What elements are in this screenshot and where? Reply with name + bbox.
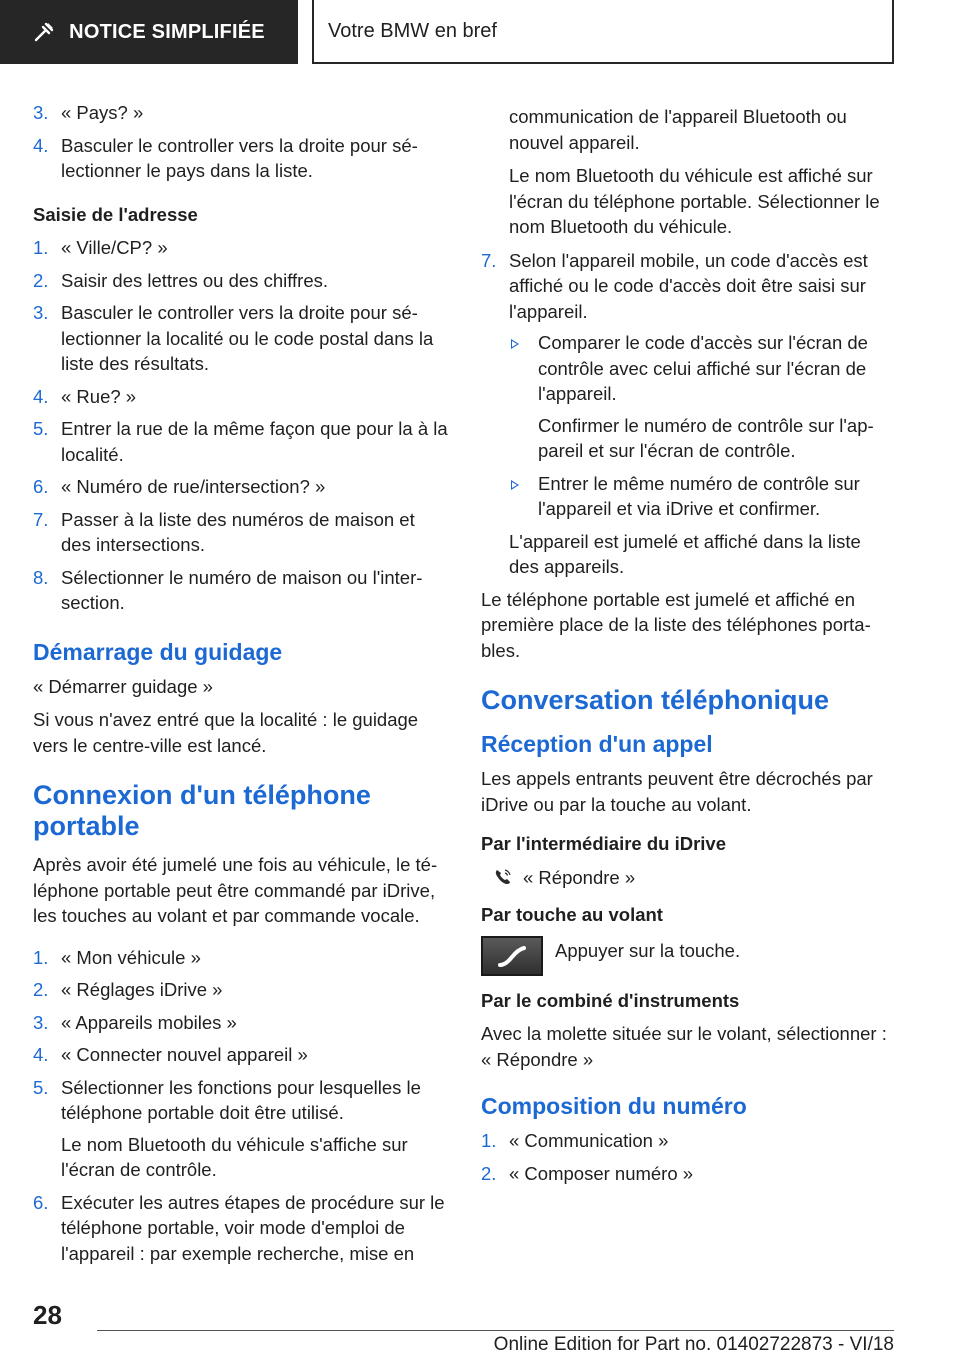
list-item [33,1010,449,1036]
left-column [33,100,449,1273]
continuation-text: communication de l'appareil Bluetooth ou nouvel appareil. [509,106,847,153]
section-title: Votre BMW en bref [328,19,497,42]
triangle-bullet-icon [511,339,519,349]
step-text: « Pays? » [61,102,144,123]
phone-connection-steps [33,945,449,1267]
sub-list-item [509,471,895,522]
paired-in-list-text: L'appareil est jumelé et affiché dans la liste des appareils. [509,530,861,577]
footer-divider [97,1330,894,1331]
step-number: 1. [33,946,49,968]
step-text: Selon l'appareil mobile, un code d'accès est affiché ou le code d'accès doit être saisi sur l'appareil. [509,249,868,322]
phone-connection-heading: Connexion d'un téléphone portable [33,780,371,841]
address-steps-list [33,235,449,616]
step-number: 3. [33,1011,49,1033]
list-item [33,1075,449,1183]
phone-connection-intro: Après avoir été jumelé une fois au véhicule, le téléphone portable peut être commandé par iDrive, les touches au volant et par commande vocale. [33,854,438,926]
dial-steps-list [481,1128,895,1186]
step-number: 7. [33,508,49,530]
header-tab [0,0,298,64]
step-number: 4. [33,1044,49,1065]
step-number: 5. [33,418,49,439]
step-number: 7. [481,249,497,271]
step-text: « Communication » [509,1130,669,1151]
list-item [33,1042,449,1068]
answer-menu-item: « Répondre » [523,866,636,888]
step-number: 4. [33,385,49,407]
list-item [481,248,895,580]
list-item [33,100,449,126]
step-text: « Connecter nouvel appareil » [61,1044,308,1065]
step-text: « Mon véhicule » [61,946,201,968]
step-text: Saisir des lettres ou des chiffres. [61,269,329,291]
step-text: Exécuter les autres étapes de procédure sur le téléphone portable, voir mode d'emploi de l'appareil : par exemple recherche, mise en [61,1191,445,1264]
step-number: 2. [33,979,49,1000]
header-tab-label: NOTICE SIMPLIFIÉE [69,20,265,43]
step-number: 2. [481,1162,497,1184]
list-item [33,268,449,294]
step-text: « Numéro de rue/intersection? » [61,476,326,497]
list-item [33,384,449,410]
list-item [33,133,449,184]
step-number: 2. [33,269,49,291]
list-item [33,977,449,1003]
receive-call-text: Les appels entrants peuvent être décrochés par iDrive ou par la touche au volant. [481,768,873,815]
guidance-text: Si vous n'avez entré que la localité : le guidage vers le centre-ville est lancé. [33,709,419,756]
step-number: 1. [33,237,49,258]
triangle-bullet-icon [511,480,519,490]
pairing-sub-list [509,330,895,522]
phone-handset-icon [494,943,530,969]
step-continuation [481,104,895,240]
idrive-answer-line [481,865,895,891]
edition-note: Online Edition for Part no. 01402722873 - VI/18 [493,1334,894,1355]
guidance-menu-path: « Démarrer guidage » [33,675,213,697]
pairing-steps [481,248,895,580]
list-item [33,416,449,467]
step-text: Basculer le controller vers la droite pour sélectionner le pays dans la liste. [61,134,418,181]
step-number: 5. [33,1076,49,1098]
list-item [33,474,449,500]
page-number: 28 [33,1300,62,1330]
bluetooth-name-note: Le nom Bluetooth du véhicule est affiché sur l'écran du téléphone portable. Sélectionner le nom Bluetooth du véhicule. [509,165,880,237]
step-text: « Réglages iDrive » [61,979,223,1000]
conversation-heading: Conversation téléphonique [481,685,830,715]
list-item [481,1128,895,1154]
cluster-heading: Par le combiné d'instruments [481,989,740,1011]
list-item [33,1190,449,1267]
wheel-button-text: Appuyer sur la touche. [555,939,741,961]
steering-wheel-phone-button [481,936,543,976]
cluster-text: Avec la molette située sur le volant, sélectionner : « Répondre » [481,1023,887,1070]
step-text: Entrer la rue de la même façon que pour la à la localité. [61,418,448,465]
step-text: Passer à la liste des numéros de maison et des intersections. [61,508,415,555]
list-item [33,945,449,971]
sub-item-text: Entrer le même numéro de contrôle sur l'appareil et via iDrive et confirmer. [538,472,860,519]
sub-item-text: Comparer le code d'accès sur l'écran de contrôle avec celui affiché sur l'écran de l'appareil. [538,332,868,404]
right-column [481,104,895,1193]
list-item [33,300,449,377]
receive-call-heading: Réception d'un appel [481,731,713,757]
idrive-heading: Par l'intermédiaire du iDrive [481,833,726,854]
phone-icon [493,867,513,887]
sub-list-item [509,330,895,464]
step-number: 4. [33,134,49,156]
step-number: 8. [33,566,49,588]
step-text: « Ville/CP? » [61,237,168,258]
step-text: « Appareils mobiles » [61,1011,237,1033]
step-number: 6. [33,476,49,497]
step-number: 3. [33,102,49,123]
step-text: « Composer numéro » [509,1162,694,1184]
list-item [33,235,449,261]
step-number: 3. [33,302,49,323]
step-text: Sélectionner le numéro de maison ou l'intersection. [61,566,423,613]
step-text: « Rue? » [61,385,137,407]
sub-item-note: Confirmer le numéro de contrôle sur l'appareil et sur l'écran de contrôle. [538,414,874,461]
step-number: 1. [481,1130,497,1151]
section-title-box [312,0,894,64]
dial-number-heading: Composition du numéro [481,1093,747,1119]
step-text: Basculer le controller vers la droite pour sélectionner la localité ou le code postal dans la liste des résultats. [61,302,434,374]
guidance-heading: Démarrage du guidage [33,638,283,665]
list-item [33,565,449,616]
list-item [481,1161,895,1187]
step-text: Sélectionner les fonctions pour lesquelles le téléphone portable doit être utilisé. [61,1076,421,1123]
address-heading: Saisie de l'adresse [33,203,198,225]
country-steps-list [33,100,449,184]
wheel-button-row [481,936,895,976]
quick-reference-icon [33,21,55,43]
list-item [33,507,449,558]
step-note: Le nom Bluetooth du véhicule s'affiche sur l'écran de contrôle. [61,1133,408,1180]
paired-first-text: Le téléphone portable est jumelé et affiché en première place de la liste des téléphones portables. [481,588,871,661]
step-number: 6. [33,1191,49,1213]
wheel-button-heading: Par touche au volant [481,904,663,925]
